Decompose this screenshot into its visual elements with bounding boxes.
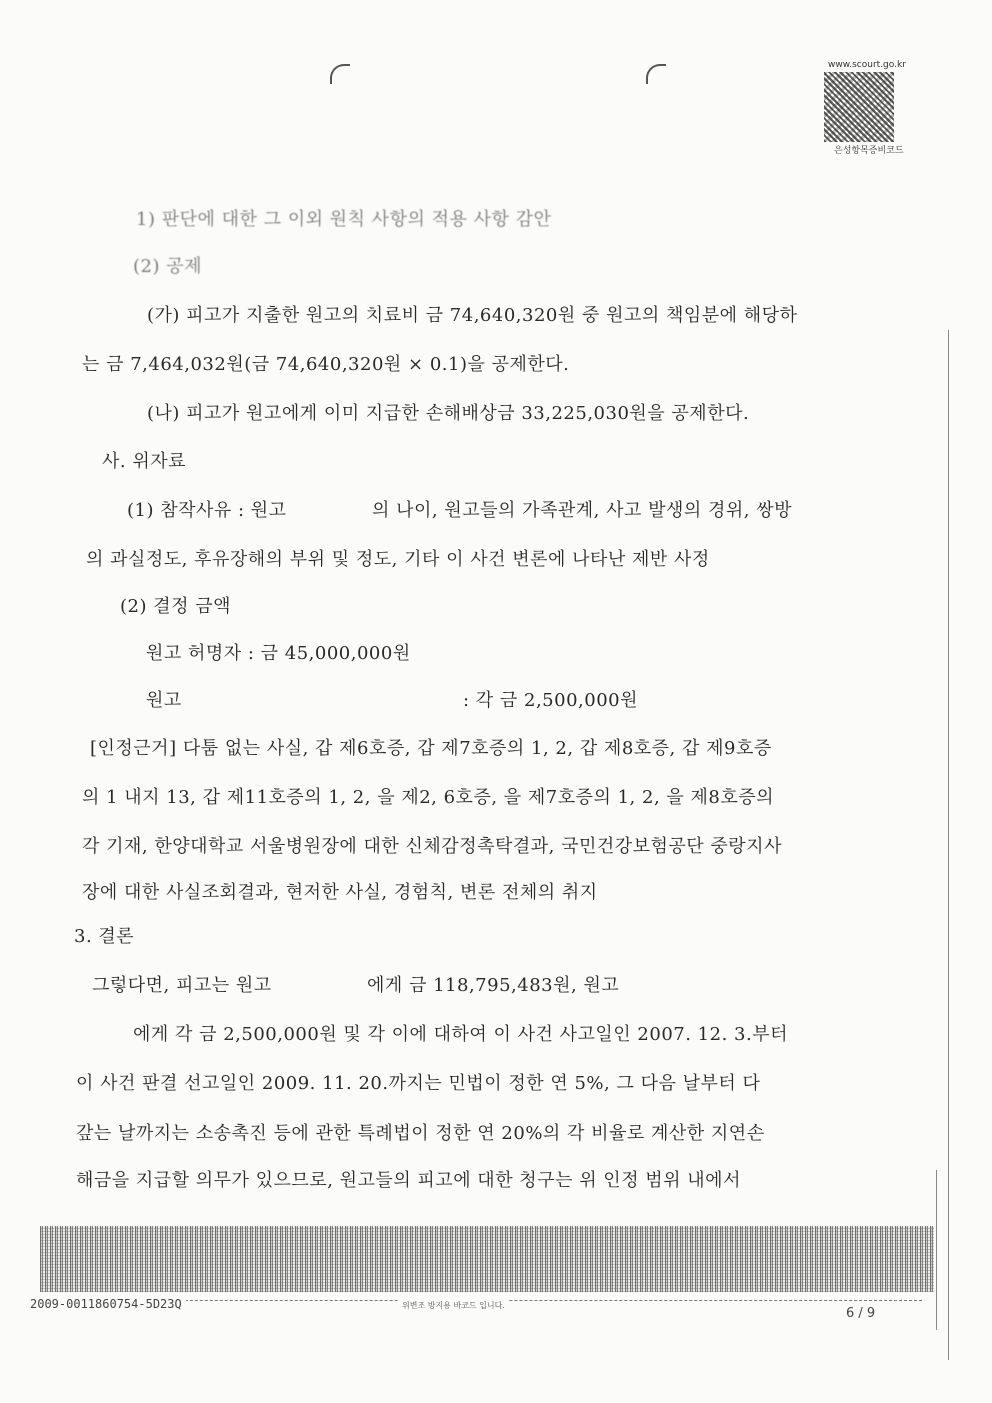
qr-url: www.scourt.go.kr (828, 60, 906, 70)
qr-caption: 은성항목증비코드 (834, 146, 904, 156)
text-line: [인정근거] 다툼 없는 사실, 갑 제6호증, 갑 제7호증의 1, 2, 갑 제8호증, 갑 제9호증 (90, 738, 772, 759)
text-line: 의 1 내지 13, 갑 제11호증의 1, 2, 을 제2, 6호증, 을 제7호증의 1, 2, 을 제8호증의 (82, 787, 775, 808)
text-line: 에게 금 118,795,483원, 원고 (367, 975, 620, 996)
section-heading: 사. 위자료 (102, 451, 186, 472)
page-number: 6 / 9 (846, 1306, 876, 1321)
text-line: (가) 피고가 지출한 원고의 치료비 금 74,640,320원 중 원고의 책임분에 해당하 (147, 305, 798, 326)
scan-mark (330, 64, 350, 84)
text-line: 의 과실정도, 후유장해의 부위 및 정도, 기타 이 사건 변론에 나타난 제반 사정 (86, 549, 710, 570)
text-line: 그렇다면, 피고는 원고 (92, 975, 272, 996)
document-id: 2009-0011860754-5D23Q (30, 1297, 186, 1311)
text-line: : 각 금 2,500,000원 (463, 690, 639, 711)
text-line: (1) 참작사유 : 원고 (127, 500, 287, 521)
text-line: 장에 대한 사실조회결과, 현저한 사실, 경험칙, 변론 전체의 취지 (82, 882, 598, 903)
text-line: 는 금 7,464,032원(금 74,640,320원 × 0.1)을 공제한다. (82, 354, 570, 375)
section-heading: 3. 결론 (74, 926, 135, 947)
scan-mark (646, 64, 666, 84)
section-heading: (2) 공제 (133, 256, 202, 277)
text-line: 원고 (146, 690, 182, 711)
faded-line: 1) 판단에 대한 그 이외 원칙 사항의 적용 사항 감안 (136, 209, 552, 230)
text-line: 원고 허명자 : 금 45,000,000원 (146, 643, 411, 664)
text-line: (2) 결정 금액 (120, 596, 231, 617)
barcode-notice: 위변조 방지용 바코드 입니다. (398, 1300, 509, 1311)
anti-forgery-barcode (40, 1226, 934, 1292)
qr-code-icon (824, 72, 894, 142)
text-line: 갚는 날까지는 소송촉진 등에 관한 특례법이 정한 연 20%의 각 비율로 계산한 지연손 (76, 1123, 765, 1144)
text-line: 에게 각 금 2,500,000원 및 각 이에 대하여 이 사건 사고일인 2007. 12. 3.부터 (133, 1024, 788, 1045)
text-line: 이 사건 판결 선고일인 2009. 11. 20.까지는 민법이 정한 연 5%, 그 다음 날부터 다 (76, 1073, 761, 1094)
text-line: 각 기재, 한양대학교 서울병원장에 대한 신체감정촉탁결과, 국민건강보험공단 중랑지사 (82, 836, 782, 857)
text-line: 해금을 지급할 의무가 있으므로, 원고들의 피고에 대한 청구는 위 인정 범위 내에서 (76, 1170, 741, 1191)
text-line: 의 나이, 원고들의 가족관계, 사고 발생의 경위, 쌍방 (372, 500, 792, 521)
scan-edge (948, 330, 949, 1360)
scan-edge (936, 1170, 937, 1330)
text-line: (나) 피고가 원고에게 이미 지급한 손해배상금 33,225,030원을 공제한다. (147, 403, 750, 424)
